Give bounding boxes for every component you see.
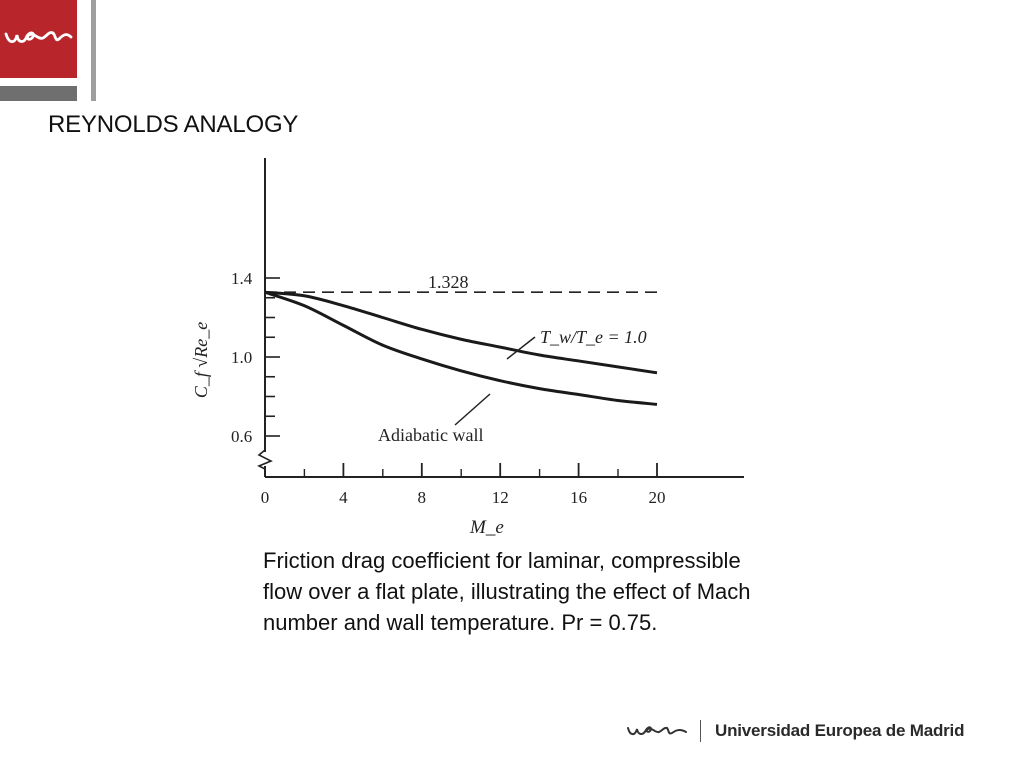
- series-1-label: T_w/T_e = 1.0: [540, 327, 647, 347]
- footer-separator: [700, 720, 701, 742]
- y-tick-label: 1.4: [231, 269, 253, 288]
- series-lines: [265, 292, 657, 404]
- y-tick-label: 0.6: [231, 427, 253, 446]
- slide-title: REYNOLDS ANALOGY: [48, 111, 299, 138]
- x-tick-label: 0: [260, 488, 270, 507]
- footer-university-name: Universidad Europea de Madrid: [715, 721, 965, 740]
- y-tick-labels: [231, 269, 253, 446]
- x-tick-label: 12: [491, 488, 509, 507]
- x-ticks: [304, 463, 657, 477]
- y-minor-ticks: [265, 278, 280, 436]
- series-2-line: [265, 292, 657, 404]
- x-tick-label: 20: [648, 488, 666, 507]
- reference-line-label: 1.328: [428, 272, 469, 292]
- x-tick-labels: [261, 488, 666, 507]
- x-tick-label: 16: [570, 488, 588, 507]
- figure-caption: Friction drag coefficient for laminar, compressible flow over a flat plate, illustrating the effect of Mach number and wall temperature. Pr = 0.75.: [263, 548, 751, 635]
- footer-brand: [626, 716, 964, 746]
- x-axis-label: M_e: [470, 517, 504, 538]
- y-axis-label: C_f √Re_e: [191, 321, 211, 399]
- x-tick-label: 4: [339, 488, 348, 507]
- chart-axes: [259, 158, 744, 477]
- y-tick-label: 1.0: [231, 348, 253, 367]
- footer-ue-logo-icon: [626, 719, 688, 743]
- x-tick-label: 8: [417, 488, 427, 507]
- series-2-leader-line: [455, 394, 490, 425]
- series-2-label: Adiabatic wall: [378, 425, 484, 445]
